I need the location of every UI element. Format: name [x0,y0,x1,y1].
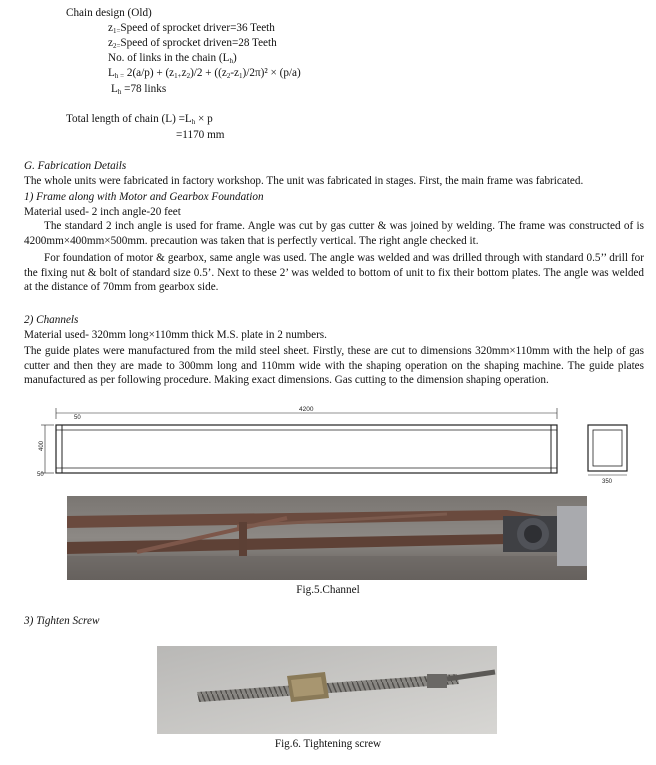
total-length-value: =1170 mm [176,129,225,141]
dim-width-label: 350 [602,479,613,485]
fig5-caption: Fig.5.Channel [296,584,360,596]
links-line: No. of links in the chain $(L_h)$ [108,52,237,65]
dim-length-label: 4200 [299,406,314,413]
links-result: $L_h =78$ links [111,83,167,96]
tightening-screw-photo [157,646,497,734]
frame-paragraph-2: For foundation of motor & gearbox, same angle was used. The angle was welded and was drilled through with standard 0.5’’ drill for the fixing nut & bolt of standard size 0.5’. Next to these 2’ was welded to bottom of unit to fix their bottom plates. The angle was welded at the distance of 70mm from gearbox side. [24,252,644,294]
dim-offset-label: 50 [74,415,81,421]
fig6-caption: Fig.6. Tightening screw [274,738,382,750]
z2-line: $z_{2=}Speed$ of sprocket driven=28 Teeth [108,37,277,50]
dim-bottom-label: 50 [37,472,44,478]
section-g-heading: G. Fabrication Details [24,160,127,172]
frame-paragraph-1: The standard 2 inch angle is used for frame. Angle was cut by gas cutter & was joined by welding. The frame was constructed of is 4200mm×400mm×500mm. precaution was taken that is perfectly vertical. The right angle checked it. [24,220,644,247]
total-length-line: Total length of chain $(L) =L_h \times p$ [66,113,213,126]
links-formula: $L_{h =}$ $2(a/p) + (z_{1+}z_2)/2 + ((z_2-z_1)/2\pi)^2 \times (p/a)$ [108,67,301,80]
channels-heading: 2) Channels [24,314,79,326]
chain-design-title: Chain design (Old) [66,7,152,19]
frame-material: Material used- 2 inch angle-20 feet [24,206,181,218]
frame-heading: 1) Frame along with Motor and Gearbox Foundation [24,191,264,203]
channels-material: Material used- 320mm long×110mm thick M.S. plate in 2 numbers. [24,329,327,341]
dim-height-label: 400 [39,440,45,451]
section-g-text: The whole units were fabricated in factory workshop. The unit was fabricated in stages. First, the main frame was fabricated. [24,175,584,187]
tighten-screw-heading: 3) Tighten Screw [24,615,100,627]
z1-line: $z_{1=}Speed$ of sprocket driver=36 Teeth [108,22,275,35]
channel-photo [67,496,587,580]
channel-drawing [36,405,636,485]
channels-paragraph: The guide plates were manufactured from the mild steel sheet. Firstly, these are cut to dimensions 320mm×110mm with the help of gas cutter and then they are made to 300mm long and 110mm wide with the shaping operation on the shaping machine. The guide plates manufactured as per following procedure. Making exact dimensions. Gas cutting to the dimension shaping operation. [24,345,644,387]
